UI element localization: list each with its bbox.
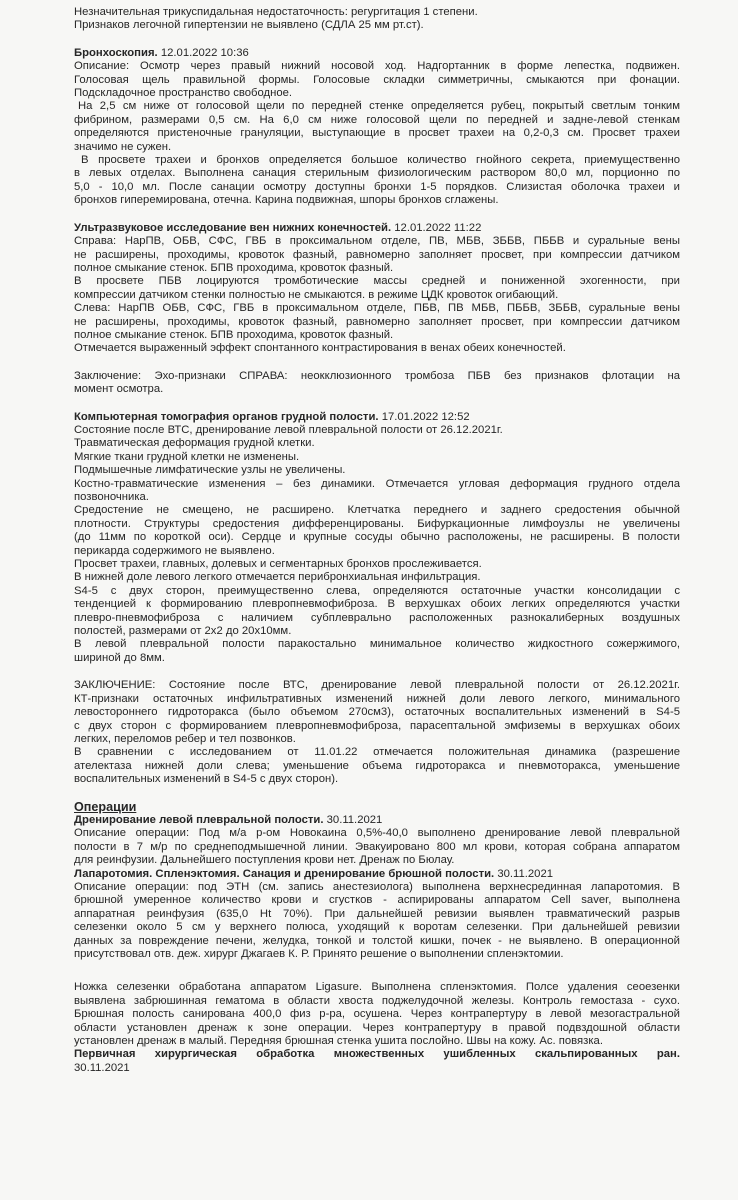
text-line: Ножка селезенки обработана аппаратом Ligasure. Выполнена спленэктомия. Полсе удаления сеоезенки	[74, 981, 680, 994]
operation-date: 30.11.2021	[497, 867, 554, 880]
conclusion-line: ЗАКЛЮЧЕНИЕ: Состояние после ВТС, дренирование левой плевральной полости от 26.12.2021г.	[74, 679, 680, 692]
conclusion-line: Заключение: Эхо-признаки СПРАВА: неокклюзионного тромбоза ПБВ без признаков флотации на	[74, 369, 680, 382]
text-line: установлен дренаж в малый. Передняя брюшная стенка ушита послойно. Швы на кожу. Ас. повязка.	[74, 1035, 603, 1048]
section-title: Бронхоскопия.	[74, 46, 158, 59]
conclusion-line: левостороннего гидроторакса (было объемом 270см3), остаточных воспалительных изменений в S4-5	[74, 706, 680, 719]
text-line: бронхов гиперемирована, отечна. Карина подвижная, шпоры бронхов сглажены.	[74, 194, 499, 207]
text-line: Костно-травматические изменения – без динамики. Отмечается угловая деформация грудного отдела	[74, 477, 680, 490]
text-line: фибрином, размерами 0,5 см. На 6,0 см ниже голосовой щели по передней и задне-левой стенкам	[74, 113, 680, 126]
text-line: В левой плевральной полости паракостально минимальное количество жидкостного сожержимого,	[74, 638, 680, 651]
text-line: плевро-пневмофиброза с наличием субплеврально расположенных разнокалиберных воздушных	[74, 611, 680, 624]
text-line: данных за повреждение печени, желудка, тонкой и толстой кишки, почек - не выявлено. В операционной	[74, 934, 680, 947]
text-line: аппаратная реинфузия (635,0 Ht 70%). При дальнейшей ревизии выявлен травматический разрыв	[74, 907, 680, 920]
text-line: Просвет трахеи, главных, долевых и сегментарных бронхов прослеживается.	[74, 558, 482, 571]
text-line: компрессии датчиком стенки полностью не смыкаются. в режиме ЦДК кровоток огибающий.	[74, 288, 559, 301]
text-line: Отмечается выраженный эффект спонтанного контрастирования в венах обеих конечностей.	[74, 342, 566, 355]
ultrasound-heading	[74, 222, 680, 235]
text-line: В нижней доле левого легкого отмечается перибронхиальная инфильтрация.	[74, 571, 481, 584]
text-line: Брюшная полость санирована 400,0 физ р-ра, осушена. Через контрапертуру в левой мезогастральной	[74, 1008, 680, 1021]
text-line: В просвете трахеи и бронхов определяется большое количество гнойного секрета, приемущественно	[81, 154, 680, 167]
text-line: не расширены, проходимы, кровоток фазный, равномерно заполняет просвет, при компрессии датчиком	[74, 248, 680, 261]
echo-line: Незначительная трикуспидальная недостаточность: регургитация 1 степени.	[74, 6, 478, 18]
operations-heading: Операции	[74, 800, 137, 814]
text-line: Описание: Осмотр через правый нижний носовой ход. Надгортанник в форме лепестка, подвижен.	[74, 60, 680, 73]
conclusion-line: воспалительных изменений в S4-5 с двух сторон).	[74, 773, 339, 786]
conclusion-line: ателектаза нижней доли слева; уменьшение объема гидроторакса и пневмоторакса, уменьшение	[74, 759, 680, 772]
text-line: Описание операции: под ЭТН (см. запись анестезиолога) выполнена верхнесрединная лапаротомия. В	[74, 880, 680, 893]
operation-title: Первичная хирургическая обработка множественных ушибленных скальпированных ран.	[74, 1048, 680, 1061]
section-title: Ультразвуковое исследование вен нижних конечностей.	[74, 221, 392, 234]
operation-title: Дренирование левой плевральной полости.	[74, 813, 324, 826]
section-date: 12.01.2022 11:22	[394, 221, 482, 234]
text-line: не расширены, проходимы, кровоток фазный, равномерно заполняет просвет, при компрессии датчиком	[74, 315, 680, 328]
section-date: 12.01.2022 10:36	[160, 46, 249, 59]
text-line: Мягкие ткани грудной клетки не изменены.	[74, 450, 300, 463]
text-line: Слева: НарПВ ОБВ, СФС, ГВБ в проксимальном отделе, ПБВ, ПВ МБВ, ПББВ, ЗББВ, суральные вены	[74, 302, 680, 315]
text-line: в левых отделах. Выполнена санация стерильным физиологическим раствором 80,0 мл, порционно по	[74, 167, 680, 180]
text-line: шириной до 8мм.	[74, 651, 165, 664]
operation-heading	[74, 868, 680, 881]
text-line: брюшной умеренное количество крови и сгустков - аспирированы аппаратом Cell saver, выполнена	[74, 894, 680, 907]
conclusion-line: момент осмотра.	[74, 383, 164, 396]
text-line: На 2,5 см ниже от голосовой щели по передней стенке определяется рубец, покрытый светлым тонким	[78, 100, 680, 113]
ct-heading	[74, 411, 680, 424]
text-line: Средостение не смещено, не расширено. Клетчатка переднего и заднего средостения обычной	[74, 504, 680, 517]
text-line: селезенки около 5 см у верхнего полюса, уходящий к воротам селезенки. При дальнейшей ревизии	[74, 921, 680, 934]
text-line: выявлена забрюшинная гематома в области хвоста поджелудочной железы. Контроль гемостаза - сухо.	[74, 994, 680, 1007]
echo-line: Признаков легочной гипертензии не выявлено (СДЛА 25 мм рт.ст).	[74, 19, 424, 32]
text-line: Голосовая щель правильной формы. Голосовые складки симметричны, смыкаются при фонации.	[74, 73, 680, 86]
conclusion-line: В сравнении с исследованием от 11.01.22 отмечается положительная динамика (разрешение	[74, 746, 680, 759]
conclusion-line: КТ-признаки остаточных инфильтративных изменений нижней доли левого легкого, минимального	[74, 692, 680, 705]
text-line: Справа: НарПВ, ОБВ, СФС, ГВБ в проксимальном отделе, ПВ, МБВ, ЗББВ, ПББВ и суральные вены	[74, 235, 680, 248]
section-date: 17.01.2022 12:52	[381, 410, 470, 423]
text-line: полостей, размерами от 2х2 до 20х10мм.	[74, 625, 292, 638]
text-line: полости в 7 м/р по среднеподмышечной линии. Эвакуировано 800 мл крови, которая собрана аппаратом	[74, 840, 680, 853]
text-line: Подмышечные лимфатические узлы не увеличены.	[74, 464, 346, 477]
text-line: позвоночника.	[74, 491, 149, 503]
text-line: (до 11мм по короткой оси). Сердце и крупные сосуды обычно расположены, не расширены. В полости	[74, 531, 680, 544]
text-line: области установлен дренаж к зоне операции. Через контрапертуру в правой подвздошной области	[74, 1021, 680, 1034]
text-line: определяются пристеночные грануляции, выступающие в просвет трахеи на 0,2-0,3 см. Просвет трахеи	[74, 127, 680, 140]
text-line: тенденцией к формированию плевропневмофиброза. В верхушках обоих легких определяются участки	[74, 598, 680, 611]
text-line: полное смыкание стенок. БПВ проходима, кровоток фазный.	[74, 261, 394, 274]
section-title: Компьютерная томография органов грудной полости.	[74, 410, 379, 423]
operation-date: 30.11.2021	[326, 813, 383, 826]
text-line: Подскладочное пространство свободное.	[74, 87, 293, 100]
text-line: полное смыкание стенок. БПВ проходима, кровоток фазный.	[74, 328, 394, 341]
text-line: Описание операции: Под м/а р-ом Новокаина 0,5%-40,0 выполнено дренирование левой плевральной	[74, 827, 680, 840]
bronchoscopy-heading	[74, 47, 680, 60]
text-line: плотности. Структуры средостения дифференцированы. Бифуркационные лимфоузлы не увеличены	[74, 517, 680, 530]
text-line: присутствовал отв. деж. хирург Джагаев К. Р. Принято решение о выполнении спленэктомии.	[74, 948, 564, 960]
conclusion-line: с двух сторон с формированием плевропневмофиброза, парасептальной эмфиземы в верхушках обоих	[74, 719, 680, 732]
operation-title: Лапаротомия. Спленэктомия. Санация и дренирование брюшной полости.	[74, 867, 495, 880]
text-line: В просвете ПБВ лоцируются тромботические массы средней и пониженной эхогенности, при	[74, 275, 680, 288]
text-line: для реинфузии. Дальнейшего поступления крови нет. Дренаж по Бюлау.	[74, 854, 455, 867]
text-line: Состояние после ВТС, дренирование левой плевральной полости от 26.12.2021г.	[74, 423, 503, 436]
text-line: значимо не сужен.	[74, 140, 172, 153]
text-line: Травматическая деформация грудной клетки.	[74, 437, 315, 450]
conclusion-line: легких, переломов ребер и тел позвонков.	[74, 732, 296, 745]
operation-heading	[74, 814, 680, 827]
operation-date: 30.11.2021	[74, 1061, 130, 1074]
text-line: перикарда содержимого не выявлено.	[74, 544, 275, 557]
text-line: 5,0 - 10,0 мл. После санации осмотру доступны бронхи 1-5 порядков. Слизистая оболочка трахеи и	[74, 180, 680, 193]
text-line: S4-5 с двух сторон, преимущественно слева, определяются остаточные участки консолидации с	[74, 584, 680, 597]
